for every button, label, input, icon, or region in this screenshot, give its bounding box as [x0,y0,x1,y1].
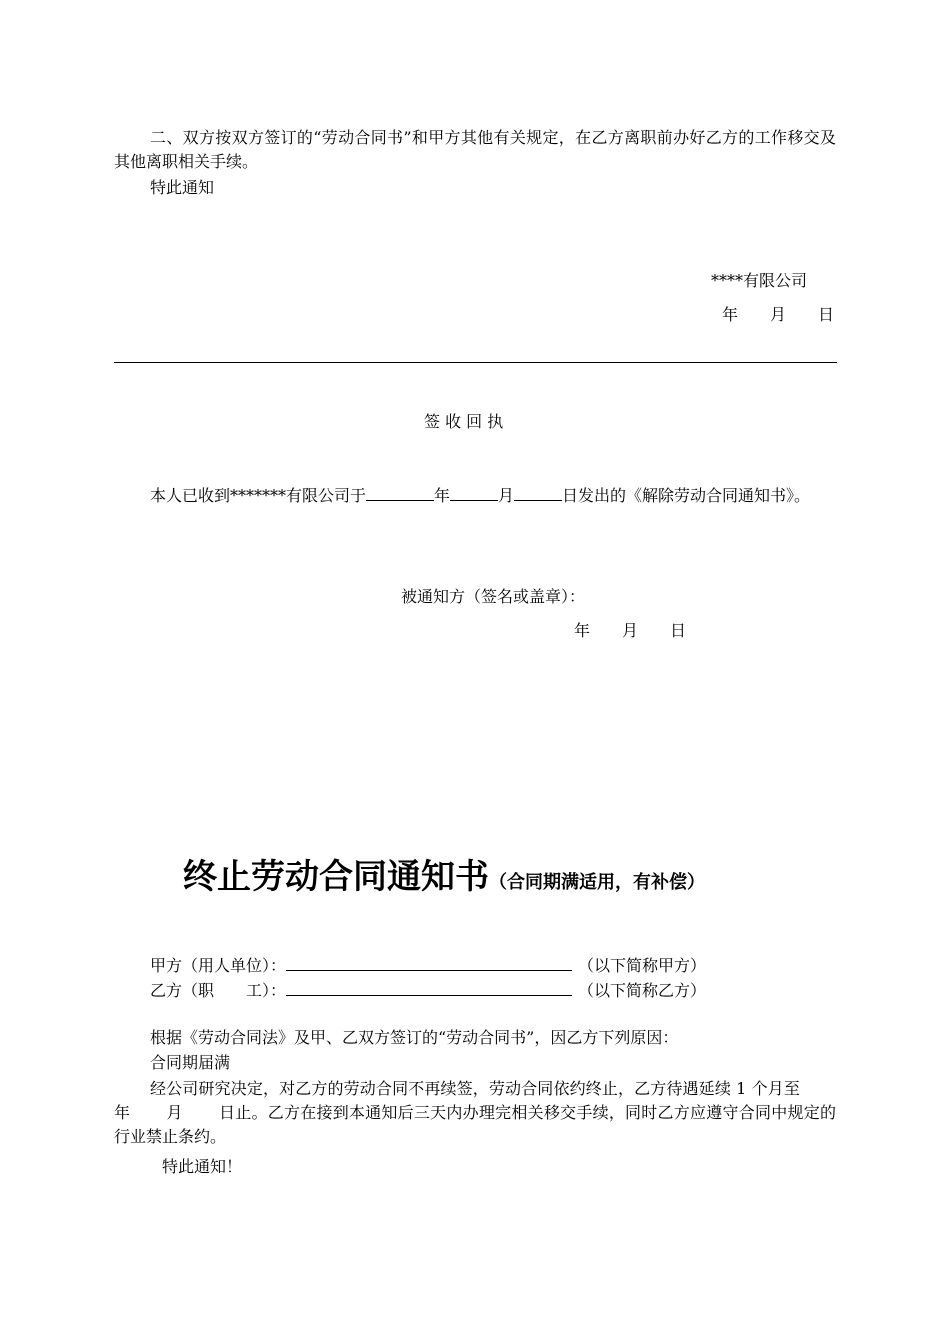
date-day: 日 [818,305,835,324]
party-a-row [150,956,706,974]
decision-year: 年 [114,1103,131,1122]
receipt-month-blank [450,486,498,501]
receipt-text-suffix: 日发出的《解除劳动合同通知书》。 [562,486,811,505]
receipt-text [114,479,836,512]
notice-heading [183,857,705,897]
notice-title: 终止劳动合同通知书 [183,857,489,897]
receipt-day-blank [514,486,562,501]
party-a-suffix: （以下简称甲方） [578,956,707,975]
decision-text [114,1077,836,1149]
receipt-title: 签 收 回 执 [424,412,504,431]
company-name: ****有限公司 [711,271,808,290]
section-divider [114,362,837,363]
receipt-date-day: 日 [670,621,687,640]
party-b-suffix: （以下简称乙方） [578,981,707,1000]
closing-text: 特此通知 [150,178,215,197]
final-closing: 特此通知！ [162,1157,243,1176]
clause-two: 二、双方按双方签订的“劳动合同书”和甲方其他有关规定，在乙方离职前办好乙方的工作移交及其他离职相关手续。 [114,128,836,171]
decision-month: 月 [166,1103,183,1122]
receipt-year: 年 [434,486,451,505]
party-b-label: 乙方（职 工）： [150,981,287,1000]
party-b-field[interactable] [286,981,572,996]
notice-subtitle: （合同期满适用，有补偿） [489,872,705,893]
decision-part1: 经公司研究决定，对乙方的劳动合同不再续签，劳动合同依约终止，乙方待遇延续 1 个月至 [150,1079,800,1098]
signature-label: 被通知方（签名或盖章）： [401,587,586,606]
party-a-field[interactable] [286,956,572,971]
reason-text: 合同期届满 [150,1053,231,1072]
receipt-date-month: 月 [622,621,639,640]
party-a-label: 甲方（用人单位）： [150,956,287,975]
decision-part2: 日止。乙方在接到本通知后三天内办理完相关移交手续，同时乙方应遵守合同中规定的行业禁止条约。 [114,1103,836,1146]
date-month: 月 [770,305,787,324]
receipt-text-prefix: 本人已收到*******有限公司于 [150,486,367,505]
receipt-date [574,623,686,639]
notice-date [722,307,834,323]
date-year: 年 [722,305,739,324]
basis-text: 根据《劳动合同法》及甲、乙双方签订的“劳动合同书”，因乙方下列原因： [150,1028,679,1047]
party-b-row [150,981,706,999]
receipt-date-year: 年 [574,621,591,640]
receipt-month: 月 [498,486,515,505]
receipt-year-blank [366,486,434,501]
